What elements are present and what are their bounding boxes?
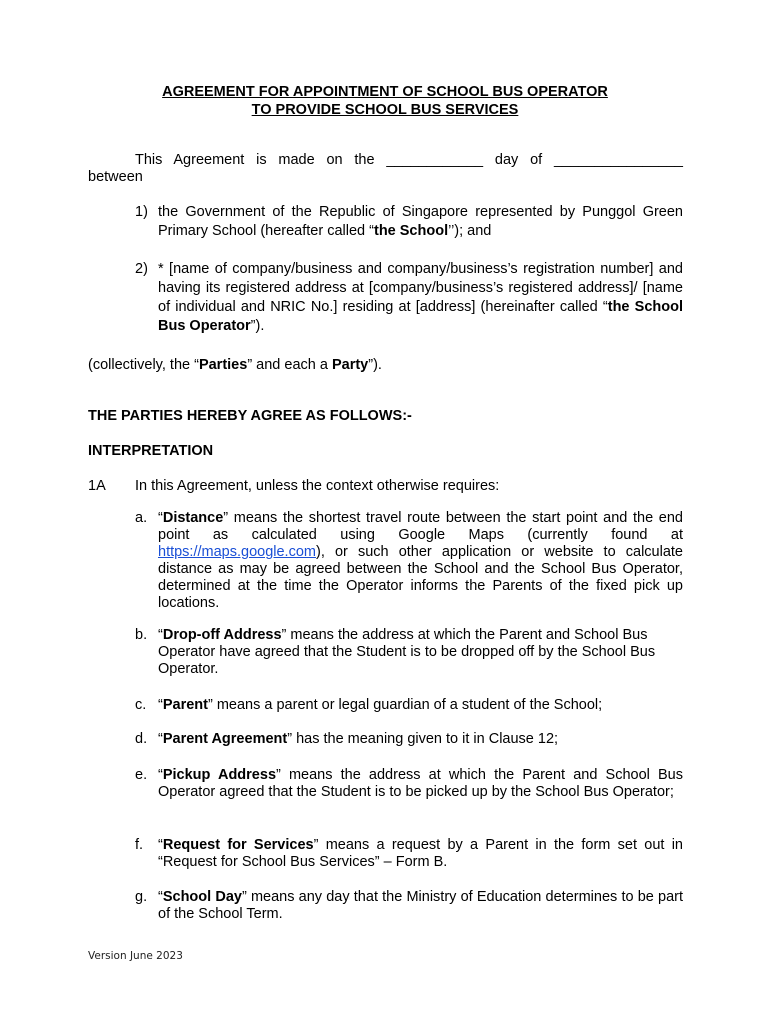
definition-parent: “Parent” means a parent or legal guardian of a student of the School;: [158, 697, 603, 713]
version-footer: Version June 2023: [88, 950, 183, 962]
definition-letter: f.: [135, 837, 144, 853]
intro-line: This Agreement is made on the ____________ day of ________________: [135, 152, 683, 168]
party-1-number: 1): [135, 204, 148, 220]
google-maps-link[interactable]: https://maps.google.com: [158, 544, 316, 560]
document-title-line-1: AGREEMENT FOR APPOINTMENT OF SCHOOL BUS OPERATOR: [162, 84, 608, 100]
definition-letter: g.: [135, 889, 148, 905]
definition-letter: e.: [135, 767, 148, 783]
definition-parent-agreement: “Parent Agreement” has the meaning given to it in Clause 12;: [158, 731, 559, 747]
parties-agree-heading: THE PARTIES HEREBY AGREE AS FOLLOWS:-: [88, 408, 412, 424]
clause-1a-text: In this Agreement, unless the context otherwise requires:: [135, 478, 500, 494]
definition-letter: b.: [135, 627, 148, 643]
definition-letter: d.: [135, 731, 148, 747]
interpretation-heading: INTERPRETATION: [88, 443, 214, 459]
definition-letter: a.: [135, 510, 148, 526]
definition-pickup-address: “Pickup Address” means the address at which the Parent and School Bus Operator agreed that the Student is to be picked up by the School Bus Operator;: [158, 767, 684, 800]
document-title-line-2: TO PROVIDE SCHOOL BUS SERVICES: [251, 102, 519, 118]
intro-between: between: [88, 169, 143, 185]
definition-drop-off-address: “Drop-off Address” means the address at which the Parent and School Bus Operator have agreed that the Student is to be dropped off by the School Bus Operator.: [158, 627, 656, 677]
party-2-number: 2): [135, 261, 148, 277]
definition-request-for-services: “Request for Services” means a request by a Parent in the form set out in “Request for School Bus Services” – Form B.: [158, 837, 683, 870]
definition-school-day: “School Day” means any day that the Ministry of Education determines to be part of the School Term.: [158, 889, 683, 922]
party-2-text: * [name of company/business and company/business’s registration number] and having its registered address at [company/business’s registered address]/ [name of individual and NRIC No.] residing at [address] (hereinafter called “the School Bus Operator”).: [158, 261, 683, 334]
clause-1a-number: 1A: [88, 478, 106, 494]
party-1-text: the Government of the Republic of Singapore represented by Punggol Green Primary School (hereafter called “the School’’); and: [158, 204, 683, 239]
collective-definition: (collectively, the “Parties” and each a Party”).: [88, 357, 382, 373]
definition-letter: c.: [135, 697, 147, 713]
definition-distance: “Distance” means the shortest travel route between the start point and the end point as calculated using Google Maps (currently found at https://maps.google.com), or such other application or website to calculate distance as may be agreed between the School and the School Bus Operator, determined at the time the Operator informs the Parents of the fixed pick up locations.: [158, 510, 683, 611]
